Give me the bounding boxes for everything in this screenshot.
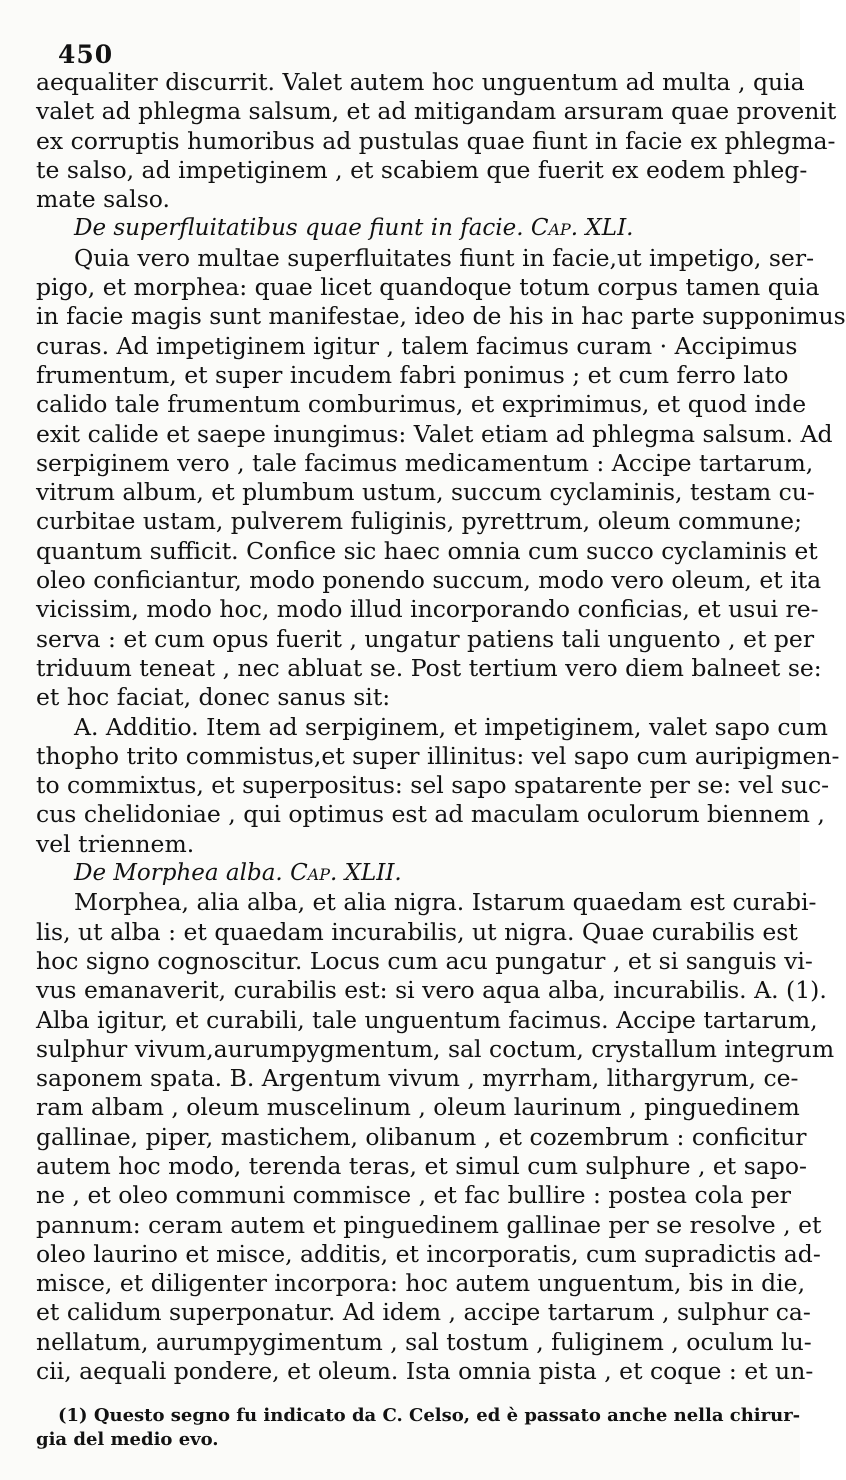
chapter-number: Cap. XLI. [530, 215, 634, 242]
text-line: pigo, et morphea: quae licet quandoque totum corpus tamen quia [36, 273, 820, 302]
chapter-heading-42 [36, 859, 764, 888]
chapter-number: Cap. XLII. [290, 860, 402, 887]
text-line: lis, ut alba : et quaedam incurabilis, ut nigra. Quae curabilis est [36, 917, 798, 946]
page-number: 450 [58, 40, 114, 69]
text-line: oleo conficiantur, modo ponendo succum, modo vero oleum, et ita [36, 566, 822, 595]
text-line: frumentum, et super incudem fabri ponimus ; et cum ferro lato [36, 360, 789, 389]
text-line: pannum: ceram autem et pinguedinem gallinae per se resolve , et [36, 1210, 822, 1239]
text-line: Morphea, alia alba, et alia nigra. Istarum quaedam est curabi- [74, 888, 817, 917]
text-line: ex corruptis humoribus ad pustulas quae fiunt in facie ex phlegma- [36, 126, 836, 155]
text-line: serva : et cum opus fuerit , ungatur patiens tali unguento , et per [36, 624, 815, 653]
footnote-line: (1) Questo segno fu indicato da C. Celso, ed è passato anche nella chirur- [58, 1405, 801, 1426]
text-line: mate salso. [36, 185, 170, 214]
footnote [36, 1404, 801, 1452]
text-line: oleo laurino et misce, additis, et incorporatis, cum supradictis ad- [36, 1239, 821, 1268]
text-line: vel triennem. [36, 829, 195, 858]
text-line: exit calide et saepe inungimus: Valet etiam ad phlegma salsum. Ad [36, 419, 833, 448]
text-line: quantum sufficit. Confice sic haec omnia cum succo cyclaminis et [36, 536, 818, 565]
text-line: cii, aequali pondere, et oleum. Ista omnia pista , et coque : et un- [36, 1357, 814, 1386]
text-line: calido tale frumentum comburimus, et exprimimus, et quod inde [36, 390, 807, 419]
text-line: ram albam , oleum muscelinum , oleum laurinum , pinguedinem [36, 1093, 800, 1122]
text-line: et hoc faciat, donec sanus sit: [36, 683, 391, 712]
text-line: curbitae ustam, pulverem fuliginis, pyrettrum, oleum commune; [36, 507, 803, 536]
chapter-42-text [36, 888, 835, 1386]
chapter-41-text [36, 243, 846, 859]
text-line: thopho trito commistus,et super illinitus: vel sapo cum auripigmen- [36, 741, 840, 770]
text-line: cus chelidoniae , qui optimus est ad maculam oculorum biennem , [36, 800, 825, 829]
text-line: ne , et oleo communi commisce , et fac bullire : postea cola per [36, 1181, 791, 1210]
footnote-line: gia del medio evo. [36, 1429, 219, 1450]
body-text [36, 68, 846, 1386]
text-line: gallinae, piper, mastichem, olibanum , et cozembrum : conficitur [36, 1122, 807, 1151]
text-line: aequaliter discurrit. Valet autem hoc unguentum ad multa , quia [36, 68, 805, 96]
text-line: autem hoc modo, terenda teras, et simul cum sulphure , et sapo- [36, 1151, 807, 1180]
text-line: saponem spata. B. Argentum vivum , myrrham, lithargyrum, ce- [36, 1064, 799, 1093]
chapter-title: De Morphea alba. [74, 860, 283, 887]
text-line: sulphur vivum,aurumpygmentum, sal coctum, crystallum integrum [36, 1034, 835, 1063]
text-line: vitrum album, et plumbum ustum, succum cyclaminis, testam cu- [36, 478, 815, 507]
text-line: vus emanaverit, curabilis est: si vero aqua alba, incurabilis. A. (1). [36, 976, 827, 1005]
text-line: triduum teneat , nec abluat se. Post tertium vero diem balneet se: [36, 653, 822, 682]
text-line: serpiginem vero , tale facimus medicamentum : Accipe tartarum, [36, 448, 814, 477]
text-line: valet ad phlegma salsum, et ad mitigandam arsuram quae provenit [36, 97, 837, 126]
text-line: to commixtus, et superpositus: sel sapo spatarente per se: vel suc- [36, 771, 830, 800]
text-line: Quia vero multae superfluitates fiunt in facie,ut impetigo, ser- [74, 243, 815, 272]
text-line: vicissim, modo hoc, modo illud incorporando conficias, et usui re- [36, 595, 819, 624]
text-line: Alba igitur, et curabili, tale unguentum facimus. Accipe tartarum, [36, 1005, 818, 1034]
text-line: curas. Ad impetiginem igitur , talem facimus curam · Accipimus [36, 331, 798, 360]
text-line: te salso, ad impetiginem , et scabiem que fuerit ex eodem phleg- [36, 155, 808, 184]
text-line: et calidum superponatur. Ad idem , accipe tartarum , sulphur ca- [36, 1298, 811, 1327]
text-line: hoc signo cognoscitur. Locus cum acu pungatur , et si sanguis vi- [36, 946, 813, 975]
text-line: nellatum, aurumpygimentum , sal tostum , fuliginem , oculum lu- [36, 1327, 812, 1356]
text-line: A. Additio. Item ad serpiginem, et impetiginem, valet sapo cum [74, 712, 828, 741]
text-line: misce, et diligenter incorpora: hoc autem unguentum, bis in die, [36, 1269, 806, 1298]
chapter-heading-41 [36, 214, 764, 243]
text-line: in facie magis sunt manifestae, ideo de his in hac parte supponimus [36, 302, 846, 331]
chapter-title: De superfluitatibus quae fiunt in facie. [74, 215, 524, 242]
